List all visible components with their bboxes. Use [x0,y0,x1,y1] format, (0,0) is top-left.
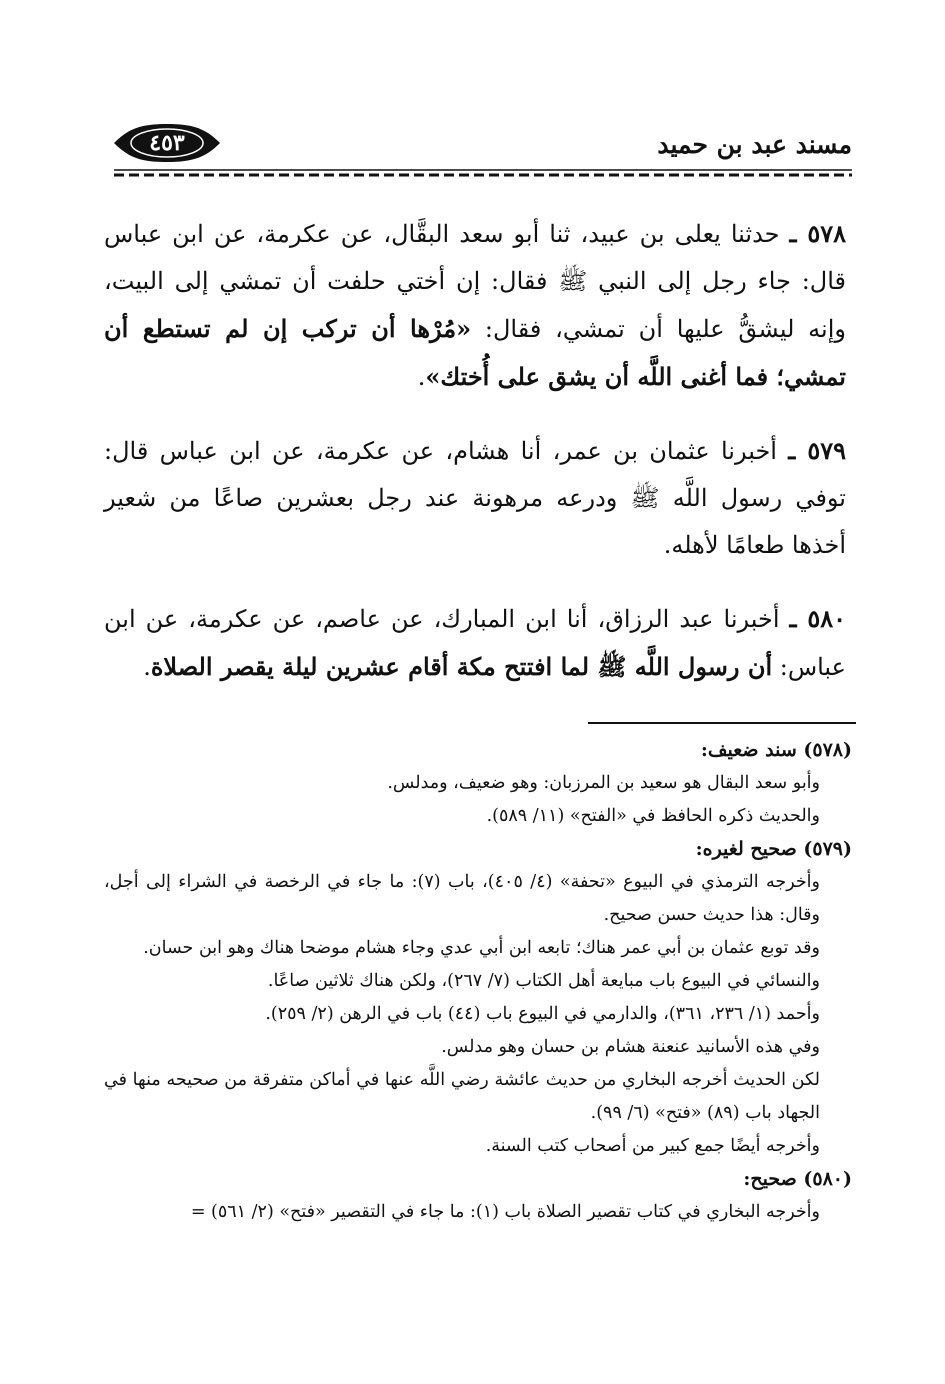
footnote-578 [104,734,852,833]
page-number-badge [114,122,220,164]
hadith-quote: أن رسول اللَّه ﷺ لما افتتح مكة أقام عشرين ليلة يقصر الصلاة [150,652,773,681]
hadith-text [104,210,846,717]
footnotes [104,734,852,1229]
hadith-number: ٥٧٩ ـ [788,436,846,465]
footnote-heading: (٥٨٠) صحيح: [743,1168,852,1190]
hadith-body: حدثنا يعلى بن عبيد، ثنا أبو سعد البقَّال، عن عكرمة، عن ابن عباس قال: جاء رجل إلى النبي ﷺ فقال: إن أختي حلفت أن تمشي إلى البيت، وإنه ليشقُّ عليها أن تمشي، فقال: [104,220,846,343]
footnote-line: لكن الحديث أخرجه البخاري من حديث عائشة رضي اللَّه عنها في أماكن متفرقة من صحيحه منها في الجهاد باب (٨٩) «فتح» (٦/ ٩٩). [104,1070,820,1123]
hadith-580 [104,595,846,691]
footnote-line: والحديث ذكره الحافظ في «الفتح» (١١/ ٥٨٩). [486,806,820,826]
footnote-heading: (٥٧٨) سند ضعيف: [700,739,852,761]
hadith-body: أخبرنا عبد الرزاق، أنا ابن المبارك، عن عاصم، عن عكرمة، عن ابن عباس: [104,605,846,681]
footnote-line: والنسائي في البيوع باب مبايعة أهل الكتاب (٧/ ٢٦٧)، ولكن هناك ثلاثين صاعًا. [267,971,820,991]
footnote-line: وأخرجه الترمذي في البيوع «تحفة» (٤/ ٤٠٥)، باب (٧): ما جاء في الرخصة في الشراء إلى أجل، وقال: هذا حديث حسن صحيح. [104,872,820,925]
hadith-quote: «مُرْها أن تركب إن لم تستطع أن تمشي؛ فما أغنى اللَّه أن يشق على أُختك» [104,314,846,391]
hadith-578 [104,210,846,401]
hadith-body: أخبرنا عثمان بن عمر، أنا هشام، عن عكرمة، عن ابن عباس قال: توفي رسول اللَّه ﷺ ودرعه مرهونة عند رجل بعشرين صاعًا من شعير أخذها طعامًا لأهله. [104,437,846,559]
footnote-line: وفي هذه الأسانيد عنعنة هشام بن حسان وهو مدلس. [441,1037,820,1057]
footnote-line: وأحمد (١/ ٢٣٦، ٣٦١)، والدارمي في البيوع باب (٤٤) باب في الرهن (٢/ ٢٥٩). [265,1004,820,1024]
footnote-line: وأبو سعد البقال هو سعيد بن المرزبان: وهو ضعيف، ومدلس. [387,773,820,793]
footnote-line: وقد توبع عثمان بن أبي عمر هناك؛ تابعه ابن أبي عدي وجاء هشام موضحا هناك وهو ابن حسان. [143,938,820,958]
hadith-tail: . [417,363,426,391]
footnote-divider [588,722,856,724]
page-number: ٤٥٣ [149,130,185,156]
hadith-tail: . [143,653,151,681]
footnote-579 [104,833,852,1163]
running-header [112,118,852,174]
hadith-number: ٥٨٠ ـ [789,604,846,633]
hadith-number: ٥٧٨ ـ [789,219,846,248]
header-divider [114,168,852,178]
footnote-line: وأخرجه البخاري في كتاب تقصير الصلاة باب (١): ما جاء في التقصير «فتح» (٢/ ٥٦١) = [190,1202,820,1222]
footnote-line: وأخرجه أيضًا جمع كبير من أصحاب كتب السنة. [485,1136,820,1156]
footnote-580 [104,1163,852,1229]
hadith-579 [104,427,846,569]
book-title: مسند عبد بن حميد [657,130,852,159]
footnote-heading: (٥٧٩) صحيح لغيره: [695,838,852,860]
